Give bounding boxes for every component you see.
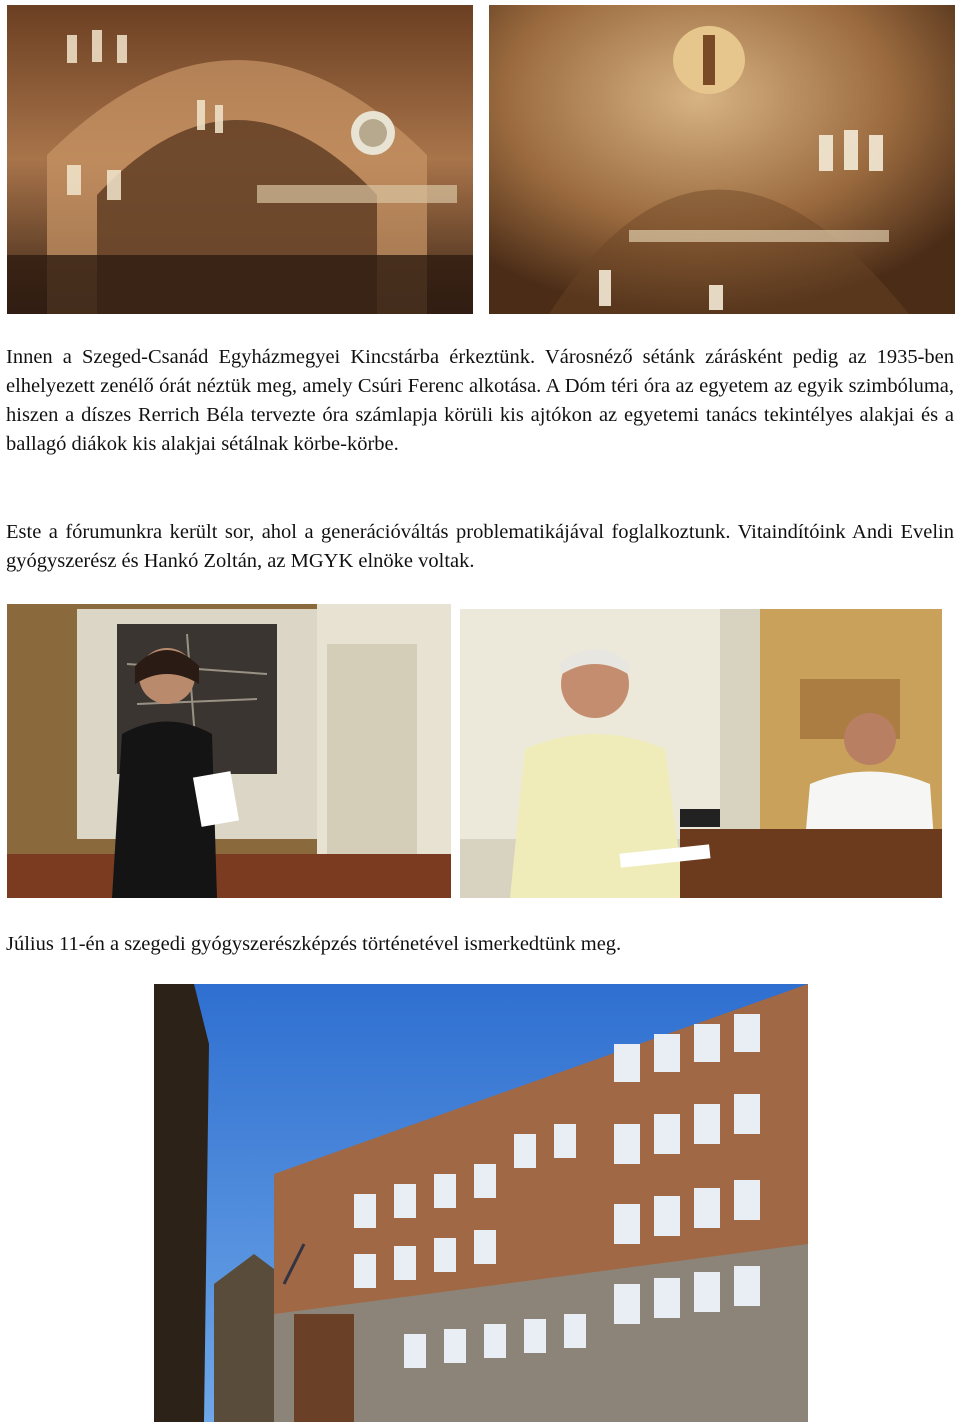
speaker-woman-photo: [7, 604, 451, 898]
intro-paragraph: Innen a Szeged-Csanád Egyházmegyei Kincstárba érkeztünk. Városnéző sétánk zárásként pedig az 1935-ben elhelyezett zenélő órát néztük meg, amely Csúri Ferenc alkotása. A Dóm téri óra az egyetem az egyik szimbóluma, hiszen a díszes Rerrich Béla tervezte óra számlapja körüli kis ajtókon az egyetemi tanács tekintélyes alakjai és a ballagó diákok kis alakjai sétálnak körbe-körbe.: [6, 346, 954, 455]
panel-discussion-photo: [460, 609, 942, 898]
forum-paragraph: Este a fórumunkra került sor, ahol a generációváltás problematikájával foglalkoztunk. Vitaindítóink Andi Evelin gyógyszerész és Hankó Zoltán, az MGYK elnöke voltak.: [6, 521, 954, 572]
cathedral-apse-photo: [489, 5, 955, 314]
university-building-photo: [154, 984, 808, 1422]
cathedral-nave-photo: [7, 5, 473, 314]
july-11-caption: Július 11-én a szegedi gyógyszerészképzés történetével ismerkedtünk meg.: [6, 933, 622, 955]
